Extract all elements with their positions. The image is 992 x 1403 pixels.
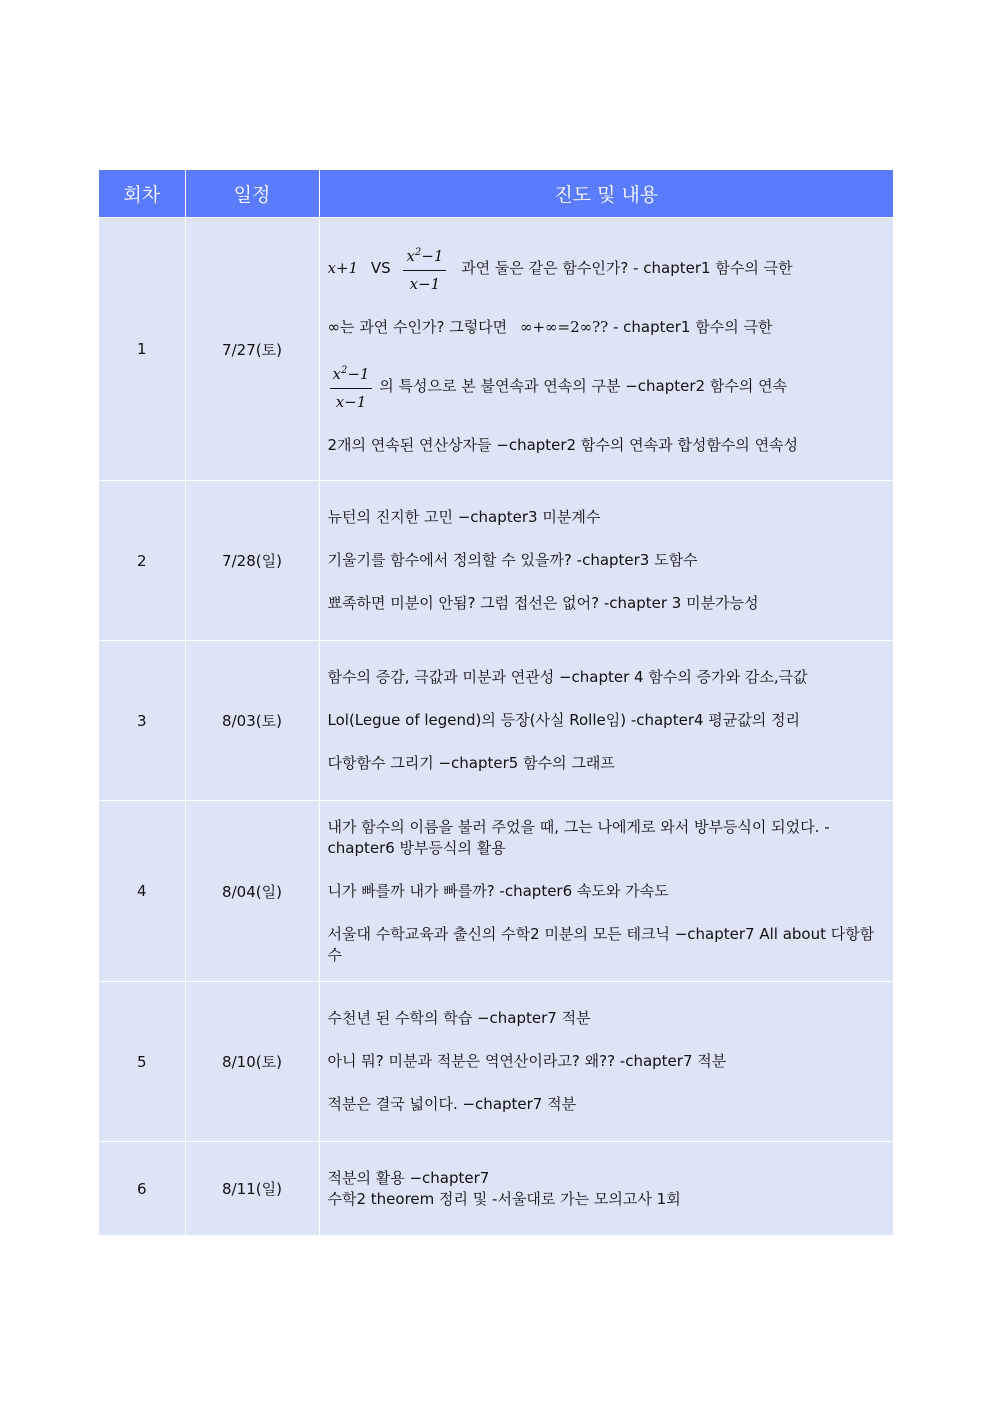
math-expr-x-plus-1: x+1 (327, 259, 359, 277)
session-content (319, 1142, 893, 1236)
content-text: ∞는 과연 수인가? 그렇다면 (327, 318, 508, 336)
session-content (319, 218, 893, 481)
content-line: 서울대 수학교육과 출신의 수학2 미분의 모든 테크닉 −chapter7 All about 다항함수 (327, 924, 875, 964)
fraction: $\frac{x^2-1}{x-1}$ (330, 360, 373, 413)
content-line: 수학2 theorem 정리 및 -서울대로 가는 모의고사 1회 (327, 1189, 681, 1208)
table-row (99, 801, 893, 982)
session-number: 2 (99, 481, 185, 641)
session-number: 6 (99, 1142, 185, 1236)
table-row (99, 218, 893, 481)
schedule-table-wrapper (99, 170, 893, 1235)
table-row (99, 982, 893, 1142)
schedule-table (99, 170, 893, 1235)
header-row (99, 170, 893, 218)
session-number: 3 (99, 641, 185, 801)
session-date: 8/04(일) (185, 801, 319, 982)
session-date: 8/03(토) (185, 641, 319, 801)
content-line: 수천년 된 수학의 학습 −chapter7 적분 (327, 1009, 591, 1027)
content-line (328, 317, 888, 338)
session-number: 5 (99, 982, 185, 1142)
header-date: 일정 (185, 170, 319, 218)
content-text: 과연 둘은 같은 함수인가? - chapter1 함수의 극한 (461, 259, 793, 277)
content-line: 기울기를 함수에서 정의할 수 있을까? -chapter3 도함수 (327, 551, 698, 569)
header-content: 진도 및 내용 (319, 170, 893, 218)
table-row (99, 481, 893, 641)
session-number: 4 (99, 801, 185, 982)
content-line: 함수의 증감, 극값과 미분과 연관성 −chapter 4 함수의 증가와 감소,극값 (327, 668, 808, 686)
session-content (319, 982, 893, 1142)
content-line: 내가 함수의 이름을 불러 주었을 때, 그는 나에게로 와서 방부등식이 되었다. -chapter6 방부등식의 활용 (327, 817, 830, 857)
content-line: 뾰족하면 미분이 안됨? 그럼 접선은 없어? -chapter 3 미분가능성 (327, 594, 759, 612)
session-date: 8/11(일) (185, 1142, 319, 1236)
session-date: 7/27(토) (185, 218, 319, 481)
content-line: 아니 뭐? 미분과 적분은 역연산이라고? 왜?? -chapter7 적분 (327, 1052, 727, 1070)
content-line: 적분의 활용 −chapter7 (327, 1168, 490, 1187)
table-row (99, 1142, 893, 1236)
table-row (99, 641, 893, 801)
content-line: Lol(Legue of legend)의 등장(사실 Rolle임) -chapter4 평균값의 정리 (327, 711, 801, 729)
content-text: 의 특성으로 본 불연속과 연속의 구분 −chapter2 함수의 연속 (379, 377, 788, 395)
content-line (328, 242, 888, 295)
content-line: 2개의 연속된 연산상자들 −chapter2 함수의 연속과 합성함수의 연속성 (327, 436, 799, 454)
content-line: 적분은 결국 넓이다. −chapter7 적분 (327, 1095, 577, 1113)
content-line: 니가 빠를까 내가 빠를까? -chapter6 속도와 가속도 (327, 881, 669, 900)
content-line: 뉴턴의 진지한 고민 −chapter3 미분계수 (327, 508, 601, 526)
fraction: $\frac{x^2-1}{x-1}$ (403, 242, 446, 295)
header-session: 회차 (99, 170, 185, 218)
content-line: 다항함수 그리기 −chapter5 함수의 그래프 (327, 754, 615, 772)
session-content (319, 641, 893, 801)
session-content (319, 481, 893, 641)
session-date: 7/28(일) (185, 481, 319, 641)
session-date: 8/10(토) (185, 982, 319, 1142)
content-line (328, 360, 888, 413)
session-content (319, 801, 893, 982)
math-expr-infinity: ∞+∞=2∞?? (519, 318, 609, 336)
vs-label: VS (370, 259, 391, 277)
session-number: 1 (99, 218, 185, 481)
content-text: - chapter1 함수의 극한 (612, 318, 773, 336)
